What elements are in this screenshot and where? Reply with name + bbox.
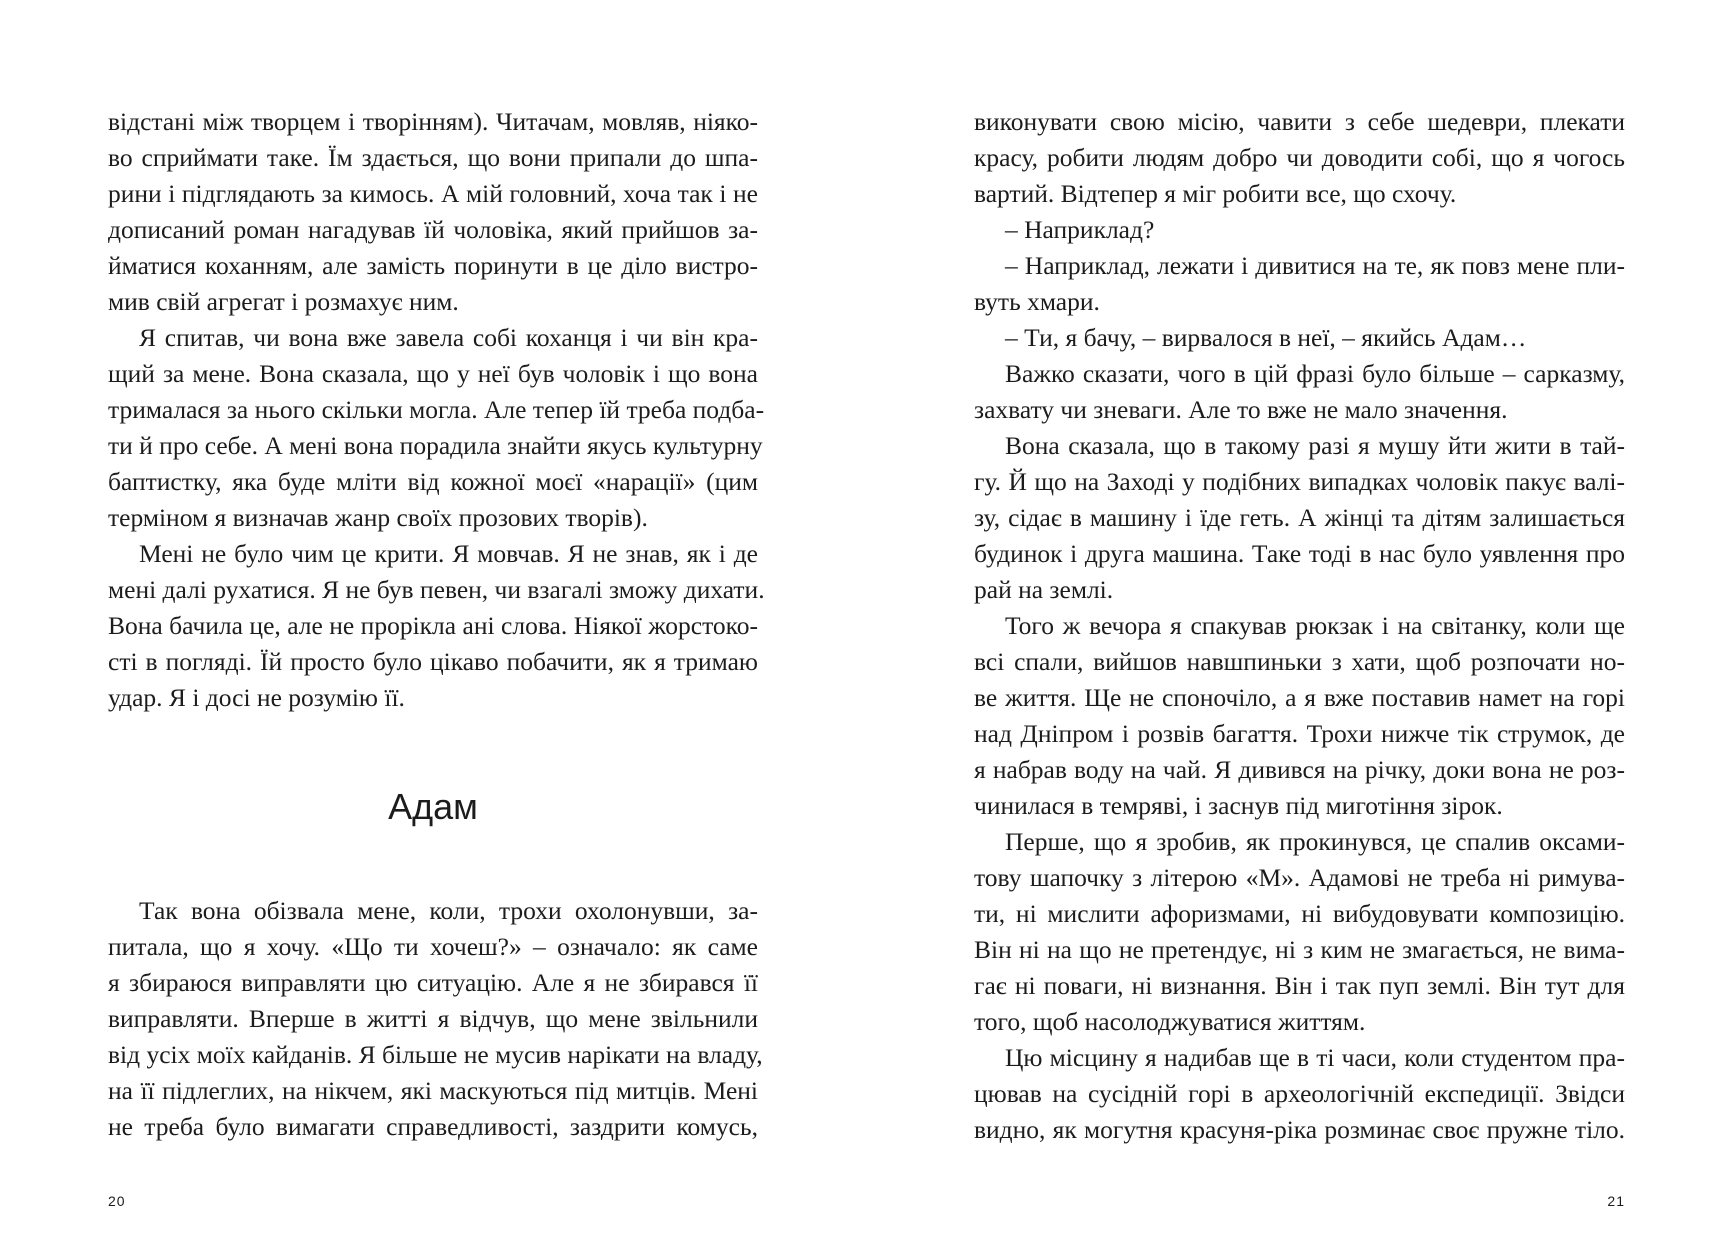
- text-line: вуть хмари.: [974, 287, 1100, 316]
- text-line: Того ж вечора я спакував рюкзак і на світанку, коли ще: [1005, 611, 1625, 640]
- text-line: гає ні поваги, ні визнання. Він і так пуп землі. Він тут для: [974, 971, 1625, 1000]
- text-line: Вона сказала, що в такому разі я мушу йти жити в тай-: [1005, 431, 1625, 460]
- text-line: рай на землі.: [974, 575, 1114, 604]
- text-line: Я спитав, чи вона вже завела собі коханця і чи він кра-: [139, 323, 758, 352]
- text-line: над Дніпром і розвів багаття. Трохи нижче тік струмок, де: [974, 719, 1625, 748]
- left-page-text-top: [108, 104, 765, 716]
- text-line: терміном я визначав жанр своїх прозових творів).: [108, 503, 648, 532]
- left-page-text-bottom: [108, 893, 763, 1145]
- text-line: відстані між творцем і творінням). Читачам, мовляв, ніяко-: [108, 107, 758, 136]
- text-line: того, щоб насолоджуватися життям.: [974, 1007, 1366, 1036]
- text-line: тову шапочку з літерою «М». Адамові не треба ні римува-: [974, 863, 1625, 892]
- text-line: видно, як могутня красуня-ріка розминає своє пружне тіло.: [974, 1115, 1625, 1144]
- right-page-text: [974, 104, 1625, 1148]
- text-line: Він ні на що не претендує, ні з ким не змагається, не вима-: [974, 935, 1625, 964]
- right-page: [856, 0, 1713, 1258]
- text-line: дописаний роман нагадував їй чоловіка, який прийшов за-: [108, 215, 758, 244]
- text-line: зу, сідає в машину і їде геть. А жінці та дітям залишається: [974, 503, 1625, 532]
- text-line: виконувати свою місію, чавити з себе шедеври, плекати: [974, 107, 1625, 136]
- text-line: мені далі рухатися. Я не був певен, чи взагалі зможу дихати.: [108, 575, 765, 604]
- text-line: Так вона обізвала мене, коли, трохи охолонувши, за-: [139, 896, 758, 925]
- text-line: – Наприклад, лежати і дивитися на те, як повз мене пли-: [1005, 251, 1625, 280]
- text-line: – Ти, я бачу, – вирвалося в неї, – якийсь Адам…: [1005, 323, 1527, 352]
- text-line: ве життя. Ще не споночіло, а я вже поставив намет на горі: [974, 683, 1625, 712]
- text-line: трималася за нього скільки могла. Але тепер їй треба подба-: [108, 395, 765, 424]
- text-line: ти й про себе. А мені вона порадила знайти якусь культурну: [108, 431, 763, 460]
- text-line: баптистку, яка буде мліти від кожної моєї «нарації» (цим: [108, 467, 758, 496]
- text-line: на її підлеглих, на нікчем, які маскуються під митців. Мені: [108, 1076, 758, 1105]
- text-line: я набрав воду на чай. Я дивився на річку, доки вона не роз-: [974, 755, 1625, 784]
- text-line: Мені не було чим це крити. Я мовчав. Я не знав, як і де: [139, 539, 758, 568]
- text-line: мив свій агрегат і розмахує ним.: [108, 287, 459, 316]
- page-number-right: 21: [1607, 1193, 1625, 1209]
- text-line: сті в погляді. Їй просто було цікаво побачити, як я тримаю: [108, 647, 758, 676]
- text-line: ти, ні мислити афоризмами, ні вибудовувати композицію.: [974, 899, 1625, 928]
- text-line: вартий. Відтепер я міг робити все, що схочу.: [974, 179, 1457, 208]
- page-number-left: 20: [108, 1193, 126, 1209]
- text-line: від усіх моїх кайданів. Я більше не мусив нарікати на владу,: [108, 1040, 763, 1069]
- text-line: красу, робити людям добро чи доводити собі, що я чогось: [974, 143, 1625, 172]
- text-line: щий за мене. Вона сказала, що у неї був чоловік і що вона: [108, 359, 758, 388]
- text-line: питала, що я хочу. «Що ти хочеш?» – означало: як саме: [108, 932, 758, 961]
- text-line: – Наприклад?: [1005, 215, 1155, 244]
- text-line: Цю місцину я надибав ще в ті часи, коли студентом пра-: [1005, 1043, 1625, 1072]
- text-line: будинок і друга машина. Таке тоді в нас було уявлення про: [974, 539, 1625, 568]
- chapter-heading: Адам: [388, 786, 478, 827]
- text-line: рини і підглядають за кимось. А мій головний, хоча так і не: [108, 179, 758, 208]
- text-line: захвату чи зневаги. Але то вже не мало значення.: [974, 395, 1508, 424]
- text-line: Вона бачила це, але не прорікла ані слова. Ніякої жорстоко-: [108, 611, 758, 640]
- text-line: я збираюся виправляти цю ситуацію. Але я не збирався її: [108, 968, 758, 997]
- text-line: во сприймати таке. Їм здається, що вони припали до шпа-: [108, 143, 758, 172]
- text-line: йматися коханням, але замість поринути в це діло вистро-: [108, 251, 758, 280]
- text-line: Важко сказати, чого в цій фразі було більше – сарказму,: [1005, 359, 1625, 388]
- text-line: виправляти. Вперше в житті я відчув, що мене звільнили: [108, 1004, 758, 1033]
- text-line: цював на сусідній горі в археологічній експедиції. Звідси: [974, 1079, 1625, 1108]
- text-line: Перше, що я зробив, як прокинувся, це спалив оксами-: [1005, 827, 1625, 856]
- text-line: не треба було вимагати справедливості, заздрити комусь,: [108, 1112, 758, 1141]
- text-line: чинилася в темряві, і заснув під миготіння зірок.: [974, 791, 1503, 820]
- left-page: [0, 0, 856, 1258]
- text-line: гу. Й що на Заході у подібних випадках чоловік пакує валі-: [974, 467, 1625, 496]
- text-line: всі спали, вийшов навшпиньки з хати, щоб розпочати но-: [974, 647, 1625, 676]
- text-line: удар. Я і досі не розумію її.: [108, 683, 405, 712]
